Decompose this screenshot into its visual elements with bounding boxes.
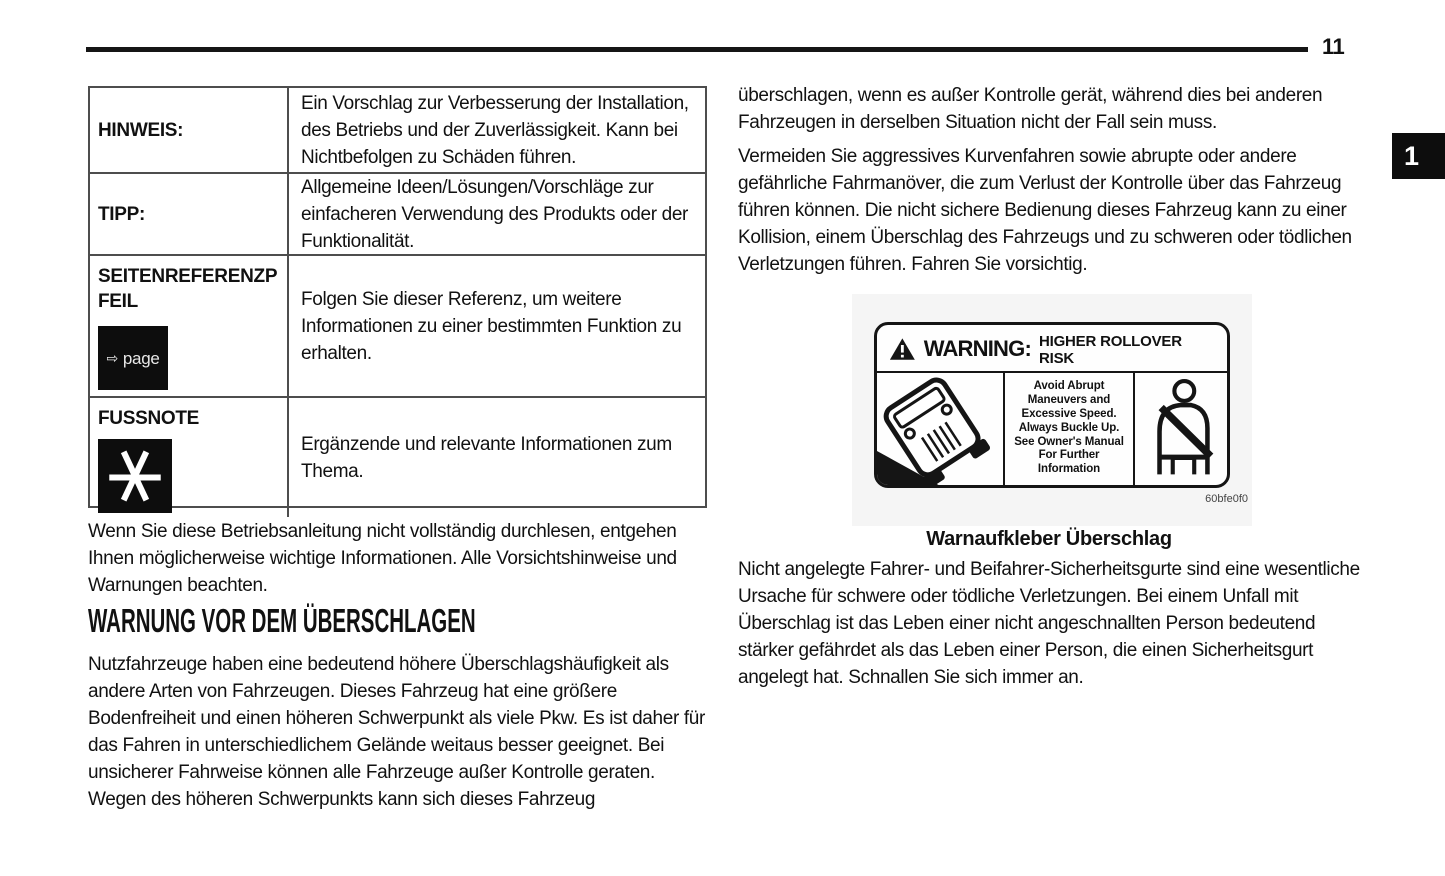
figure-caption: Warnaufkleber Überschlag [926,528,1172,550]
warning-triangle-icon [889,337,916,361]
table-row [90,396,705,506]
legend-term-label: FUSSNOTE [98,408,200,429]
legend-term-label: SEITENREFERENZPFEIL [98,266,278,312]
warning-subtitle: HIGHER ROLLOVER RISK [1038,333,1182,367]
warning-line-3: See Owner's Manual For Further Information [1014,435,1124,476]
legend-term-label: HINWEIS: [98,119,184,141]
page-reference-icon [98,326,168,390]
table-row [90,254,705,396]
warning-line-1: Avoid Abrupt Maneuvers and Excessive Speed. [1021,380,1117,420]
legend-term [90,256,289,396]
legend-definition: Ein Vorschlag zur Verbesserung der Installation, des Betriebs und der Zuverlässigkeit. Kann bei Nichtbefolgen zu Schäden führen. [301,92,689,168]
page-number: 11 [1322,34,1345,59]
legend-term [90,398,289,517]
intro-paragraph: Wenn Sie diese Betriebsanleitung nicht vollständig durchlesen, entgehen Ihnen möglicherweise wichtige Informationen. Alle Vorsichtshinweise und Warnungen beachten. [88,521,677,596]
section-tab [1392,133,1445,179]
rollover-warning-figure [852,294,1252,526]
table-row [90,88,705,172]
warning-label-header [877,325,1227,373]
seatbelt-person-icon [1133,373,1227,485]
legend-definition: Ergänzende und relevante Informationen zum Thema. [301,433,672,482]
legend-term [90,88,289,172]
footnote-asterisk-icon [98,439,172,513]
rollover-vehicle-icon [877,373,1005,485]
page-reference-arrow-icon: ⇨ [106,349,118,366]
legend-definition: Allgemeine Ideen/Lösungen/Vorschläge zur einfacheren Verwendung des Produkts oder der Funktionalität. [301,177,689,252]
legend-table [88,86,707,508]
warning-label-text [1005,373,1133,485]
legend-term-label: TIPP: [98,204,146,225]
avoid-maneuvers-paragraph: Vermeiden Sie aggressives Kurvenfahren sowie abrupte oder andere gefährliche Fahrmanöver, die zum Verlust der Kontrolle über das Fahrzeug führen können. Die nicht sichere Bedienung dieses Fahrzeug kann zu einer Kollision, einem Überschlag des Fahrzeugs und zu schweren oder tödlichen Verletzungen führen. Fahren Sie vorsichtig. [738,146,1352,275]
section-heading: WARNUNG VOR DEM ÜBERSCHLAGEN [88,602,476,639]
header-rule [86,47,1308,52]
legend-term [90,174,289,255]
rollover-paragraph-left: Nutzfahrzeuge haben eine bedeutend höhere Überschlagshäufigkeit als andere Arten von Fahrzeugen. Dieses Fahrzeug hat eine größere Bodenfreiheit und einen höheren Schwerpunkt als viele Pkw. Es ist daher für das Fahren in unterschiedlichem Gelände weitaus besser geeignet. Bei unsicherer Fahrweise können alle Fahrzeuge außer Kontrolle geraten. Wegen des höheren Schwerpunkts kann sich dieses Fahrzeug [88,654,705,810]
warning-label-panels [877,373,1227,485]
seatbelt-paragraph: Nicht angelegte Fahrer- und Beifahrer-Sicherheitsgurte sind eine wesentliche Ursache für schwere oder tödliche Verletzungen. Bei einem Unfall mit Überschlag ist das Leben einer nicht angeschnallten Person bedeutend stärker gefährdet als das Leben einer Person, die einen Sicherheitsgurt angelegt hat. Schnallen Sie sich immer an. [738,559,1360,688]
legend-definition: Folgen Sie dieser Referenz, um weitere Informationen zu einer bestimmten Funktion zu erhalten. [301,288,682,364]
table-row [90,172,705,254]
warning-line-2: Always Buckle Up. [1018,421,1120,434]
rollover-warning-label [874,322,1230,488]
figure-code: 60bfe0f0 [1205,493,1248,505]
rollover-paragraph-continued: überschlagen, wenn es außer Kontrolle gerät, während dies bei anderen Fahrzeugen in derselben Situation nicht der Fall sein muss. [738,85,1323,133]
section-tab-label: 1 [1404,140,1420,171]
page-reference-icon-label: page [122,348,160,368]
warning-title: WARNING: [923,335,1031,361]
